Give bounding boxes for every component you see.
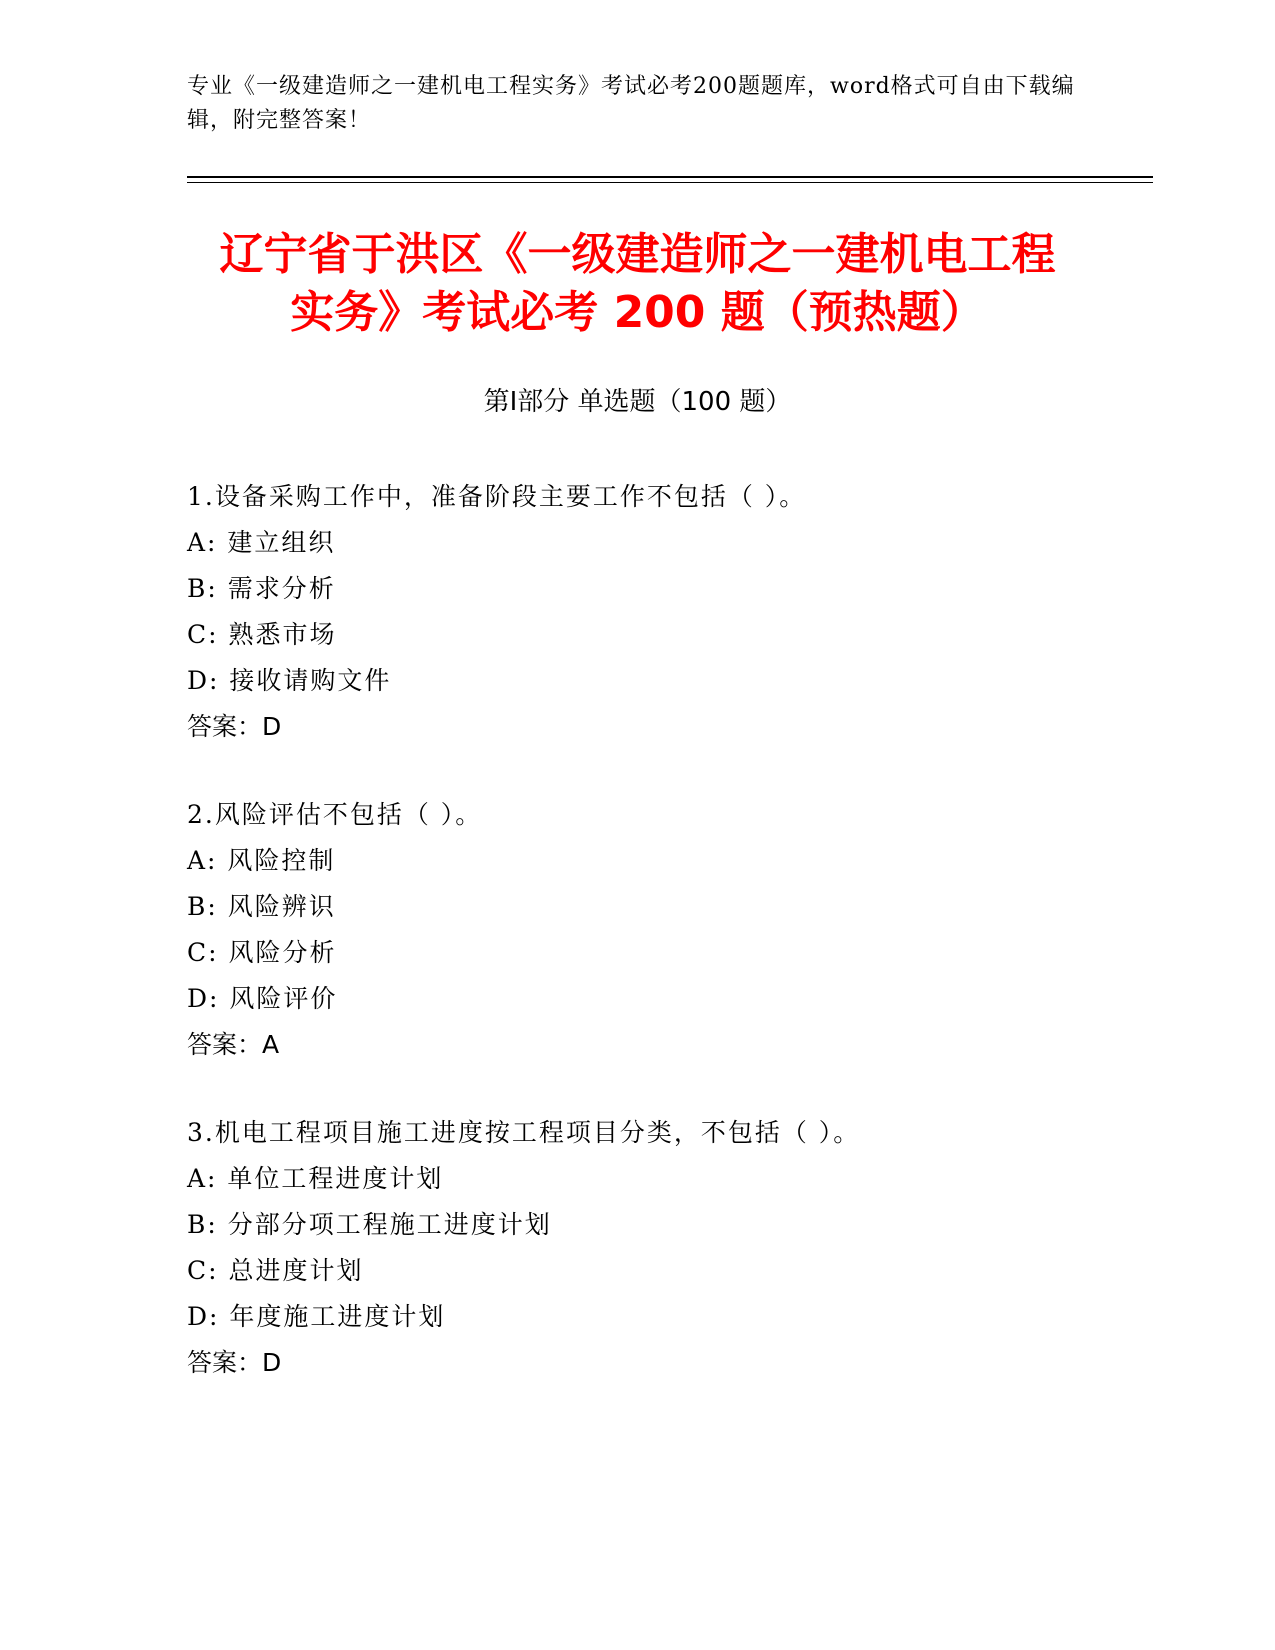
option-a: A: 单位工程进度计划: [187, 1164, 444, 1193]
header-divider-thin: [187, 182, 1153, 183]
option-c: C: 总进度计划: [187, 1256, 364, 1285]
question-list: [187, 474, 1167, 1428]
option-b: B: 需求分析: [187, 574, 336, 603]
header-note: 专业《一级建造师之一建机电工程实务》考试必考200题题库，word格式可自由下载编辑，附完整答案！: [187, 74, 1075, 133]
option-b: B: 分部分项工程施工进度计划: [187, 1210, 552, 1239]
question-stem: 1.设备采购工作中，准备阶段主要工作不包括（ ）。: [187, 482, 807, 511]
option-b: B: 风险辨识: [187, 892, 336, 921]
option-c: C: 风险分析: [187, 938, 337, 967]
document-title-line-1: 辽宁省于洪区《一级建造师之一建机电工程: [219, 229, 1056, 280]
answer: 答案：D: [187, 712, 282, 741]
option-d: D: 年度施工进度计划: [187, 1302, 446, 1331]
answer: 答案：A: [187, 1030, 280, 1059]
document-title: [150, 226, 1125, 342]
option-a: A: 风险控制: [187, 846, 336, 875]
answer: 答案：D: [187, 1348, 282, 1377]
question-1: [187, 474, 1167, 750]
question-stem: 3.机电工程项目施工进度按工程项目分类，不包括（ ）。: [187, 1118, 861, 1147]
document-title-line-2: 实务》考试必考 200 题（预热题）: [290, 287, 985, 338]
option-a: A: 建立组织: [187, 528, 336, 557]
question-3: [187, 1110, 1167, 1386]
option-d: D: 风险评价: [187, 984, 338, 1013]
option-c: C: 熟悉市场: [187, 620, 337, 649]
option-d: D: 接收请购文件: [187, 666, 392, 695]
section-title: 第Ⅰ部分 单选题（100 题）: [483, 387, 792, 417]
question-stem: 2.风险评估不包括（ ）。: [187, 800, 483, 829]
question-2: [187, 792, 1167, 1068]
header-divider-thick: [187, 176, 1153, 178]
